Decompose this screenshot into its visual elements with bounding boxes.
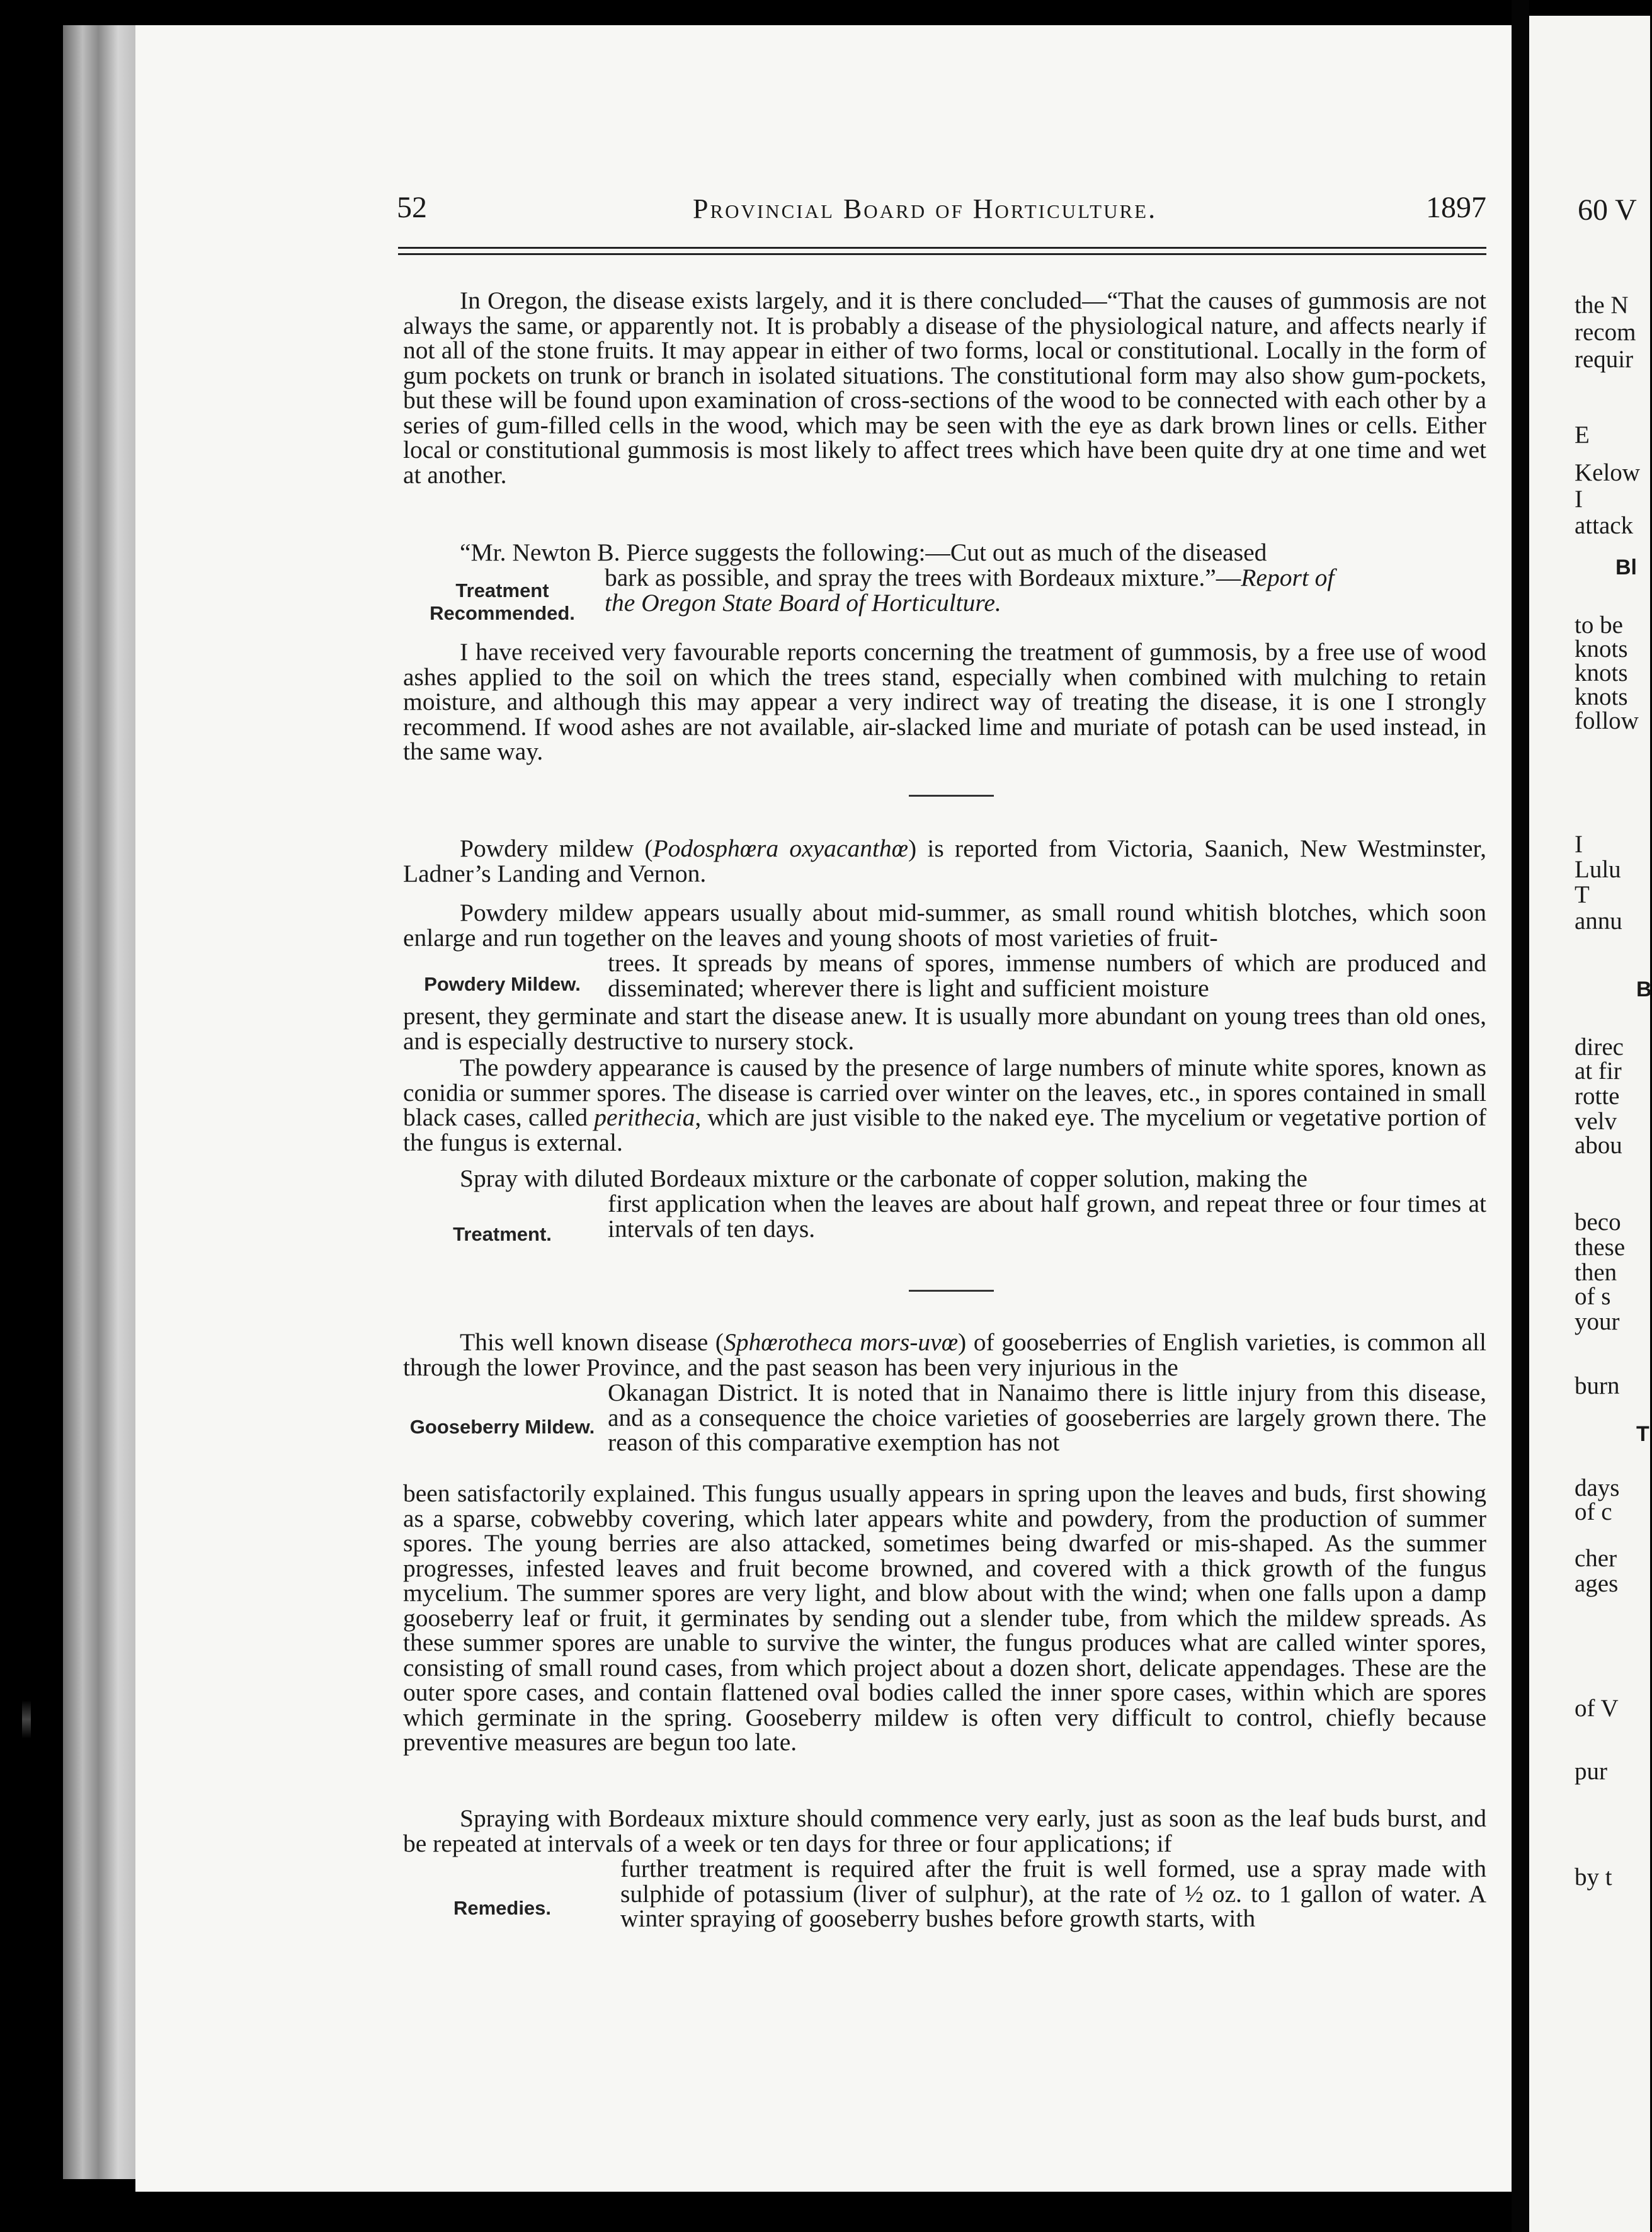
neighbour-text-fragment: ages (1575, 1570, 1619, 1597)
neighbour-text-fragment: abou (1575, 1132, 1622, 1159)
gooseberry-paragraph-2-top: Spraying with Bordeaux mixture should commence very early, just as soon as the leaf buds burst, and be repeated at intervals of a week or ten days for three or four applications; if (403, 1804, 1486, 1857)
neighbour-text-fragment: knots (1575, 635, 1628, 663)
powdery-paragraph-4-side: first application when the leaves are about half grown, and repeat three or four times at intervals of ten days. (608, 1190, 1486, 1243)
neighbour-text-fragment: recom (1575, 319, 1636, 346)
neighbour-text-fragment: of s (1575, 1283, 1611, 1310)
neighbour-text-fragment: knots (1575, 683, 1628, 710)
powdery-paragraph-2-top: Powdery mildew appears usually about mid-summer, as small round whitish blotches, which soon enlarge and run together on the leaves and young shoots of most varieties of fruit- (403, 899, 1486, 952)
neighbour-text-fragment: these (1575, 1234, 1626, 1261)
neighbour-text-fragment: Lulu (1575, 856, 1621, 883)
neighbour-text-fragment: cher (1575, 1545, 1617, 1572)
powdery-paragraph-2-side: trees. It spreads by means of spores, immense numbers of which are produced and disseminated; wherever there is light and sufficient moisture (608, 949, 1486, 1002)
neighbour-text-fragment: requir (1575, 346, 1634, 373)
neighbour-text-fragment: annu (1575, 908, 1622, 935)
margin-label-gooseberry-mildew: Gooseberry Mildew. (409, 1416, 595, 1438)
neighbour-text-fragment: attack (1575, 512, 1634, 539)
page-header (397, 190, 1486, 228)
neighbour-text-fragment: E (1575, 421, 1590, 448)
neighbour-text-fragment: at fir (1575, 1057, 1622, 1085)
neighbour-text-fragment: velv (1575, 1108, 1617, 1135)
page-number: 52 (397, 191, 427, 224)
neighbour-text-fragment: then (1575, 1259, 1617, 1286)
neighbour-text-fragment: rotte (1575, 1083, 1620, 1110)
neighbour-page-header: 60 V (1578, 193, 1637, 227)
neighbour-text-fragment: days (1575, 1474, 1620, 1501)
neighbour-text-fragment: follow (1575, 707, 1639, 734)
neighbour-text-fragment: to be (1575, 612, 1623, 639)
margin-label-remedies: Remedies. (453, 1897, 552, 1919)
neighbour-text-fragment: pur (1575, 1758, 1607, 1785)
gummosis-paragraph-3: I have received very favourable reports concerning the treatment of gummosis, by a free use of wood ashes applied to the soil on which the trees stand, especially when combined with mulching to retain moisture, and although this may appear a very indirect way of treating the disease, it is one I strongly recommend. If wood ashes are not available, air-slacked lime and muriate of potash can be used instead, in the same way. (403, 638, 1486, 765)
neighbour-margin-label-fragment: B (1636, 977, 1652, 1001)
gummosis-paragraph-1: In Oregon, the disease exists largely, and it is there concluded—“That the causes of gummosis are not always the same, or apparently not. It is probably a disease of the physiological nature, and affects nearly if not all of the stone fruits. It may appear in either of two forms, local or constitutional. Locally in the form of gum pockets on trunk or branch in isolated situations. The constitutional form may also show gum-pockets, but these will be found upon examination of cross-sections of the wood to be connected with each other by a series of gum-filled cells in the wood, which may be seen with the eye as dark brown lines or cells. Either local or constitutional gummosis is most likely to affect trees which have been quite dry at one time and wet at another. (403, 287, 1486, 489)
section-separator (909, 795, 994, 797)
margin-label-treatment-recommended: Treatment Recommended. (430, 579, 575, 624)
neighbour-text-fragment: of c (1575, 1498, 1612, 1525)
book-spine (63, 25, 142, 2179)
margin-label-powdery-mildew: Powdery Mildew. (424, 973, 581, 995)
header-rule-bottom (398, 253, 1486, 255)
gooseberry-paragraph-1-bottom: been satisfactorily explained. This fungus usually appears in spring upon the leaves and buds, first showing as a sparse, cobwebby covering, which later appears white and powdery, from the production of summer spores. The young berries are also attacked, sometimes being dwarfed or mis-shaped. As the summer progresses, infested leaves and fruit become browned, and covered with a thick growth of the fungus mycelium. The summer spores are very light, and blow about with the wind; when one falls upon a damp gooseberry leaf or fruit, it germinates by sending out a slender tube, from which the mildew spreads. As these summer spores are unable to survive the winter, the fungus produces what are called winter spores, consisting of small round cases, from which project about a dozen short, delicate appendages. These are the outer spore cases, and contain flattened oval bodies called the inner spore cases, within which are spores which germinate in the spring. Gooseberry mildew is often very difficult to control, chiefly because preventive measures are begun too late. (403, 1479, 1486, 1756)
gooseberry-paragraph-2-side: further treatment is required after the fruit is well formed, use a spray made with sulphide of potassium (liver of sulphur), at the rate of ½ oz. to 1 gallon of water. A winter spraying of gooseberry bushes before growth starts, with (620, 1855, 1486, 1932)
gummosis-paragraph-2: “Mr. Newton B. Pierce suggests the following:—Cut out as much of the diseased (460, 538, 1267, 566)
neighbour-text-fragment: burn (1575, 1372, 1620, 1399)
neighbour-text-fragment: your (1575, 1308, 1620, 1335)
neighbour-text-fragment: T (1575, 881, 1590, 908)
scan-edge-mark (22, 1700, 31, 1738)
gooseberry-paragraph-1-top: This well known disease (Sphœrotheca mors-uvœ) of gooseberries of English varieties, is common all through the lower Province, and the past season has been very injurious in the (403, 1328, 1486, 1381)
powdery-paragraph-1: Powdery mildew (Podosphœra oxyacanthœ) is reported from Victoria, Saanich, New Westminster, Ladner’s Landing and Vernon. (403, 834, 1486, 887)
header-year: 1897 (1426, 191, 1486, 224)
margin-label-treatment: Treatment. (453, 1223, 552, 1245)
page-gap (1512, 0, 1529, 2232)
gooseberry-paragraph-1-side: Okanagan District. It is noted that in Nanaimo there is little injury from this disease, and as a consequence the choice varieties of gooseberries are largely grown there. The reason of this comparative exemption has not (608, 1379, 1486, 1456)
section-separator (909, 1290, 994, 1292)
gummosis-paragraph-2-side: bark as possible, and spray the trees with Bordeaux mixture.”—Report of the Oregon State Board of Horticulture. (605, 564, 1335, 617)
neighbour-text-fragment: knots (1575, 659, 1628, 686)
powdery-paragraph-4-top: Spray with diluted Bordeaux mixture or the carbonate of copper solution, making the (460, 1164, 1307, 1192)
neighbour-text-fragment: Kelow (1575, 459, 1640, 486)
running-title: Provincial Board of Horticulture. (693, 193, 1158, 224)
neighbour-text-fragment: the N (1575, 292, 1629, 319)
powdery-paragraph-2-bottom: present, they germinate and start the disease anew. It is usually more abundant on young trees than old ones, and is especially destructive to nursery stock. (403, 1002, 1486, 1055)
neighbour-text-fragment: by t (1575, 1864, 1612, 1891)
neighbour-text-fragment: beco (1575, 1209, 1621, 1236)
neighbour-text-fragment: of V (1575, 1695, 1619, 1722)
header-rule-top (398, 247, 1486, 249)
neighbour-text-fragment: direc (1575, 1033, 1624, 1061)
neighbour-text-fragment: I (1575, 486, 1583, 513)
neighbour-margin-label-fragment: T (1636, 1422, 1649, 1446)
neighbour-text-fragment: I (1575, 831, 1583, 858)
neighbour-margin-label-fragment: Bl (1615, 555, 1637, 579)
powdery-paragraph-3: The powdery appearance is caused by the presence of large numbers of minute white spores, known as conidia or summer spores. The disease is carried over winter on the leaves, etc., in spores contained in small black cases, called perithecia, which are just visible to the naked eye. The mycelium or vegetative portion of the fungus is external. (403, 1054, 1486, 1156)
